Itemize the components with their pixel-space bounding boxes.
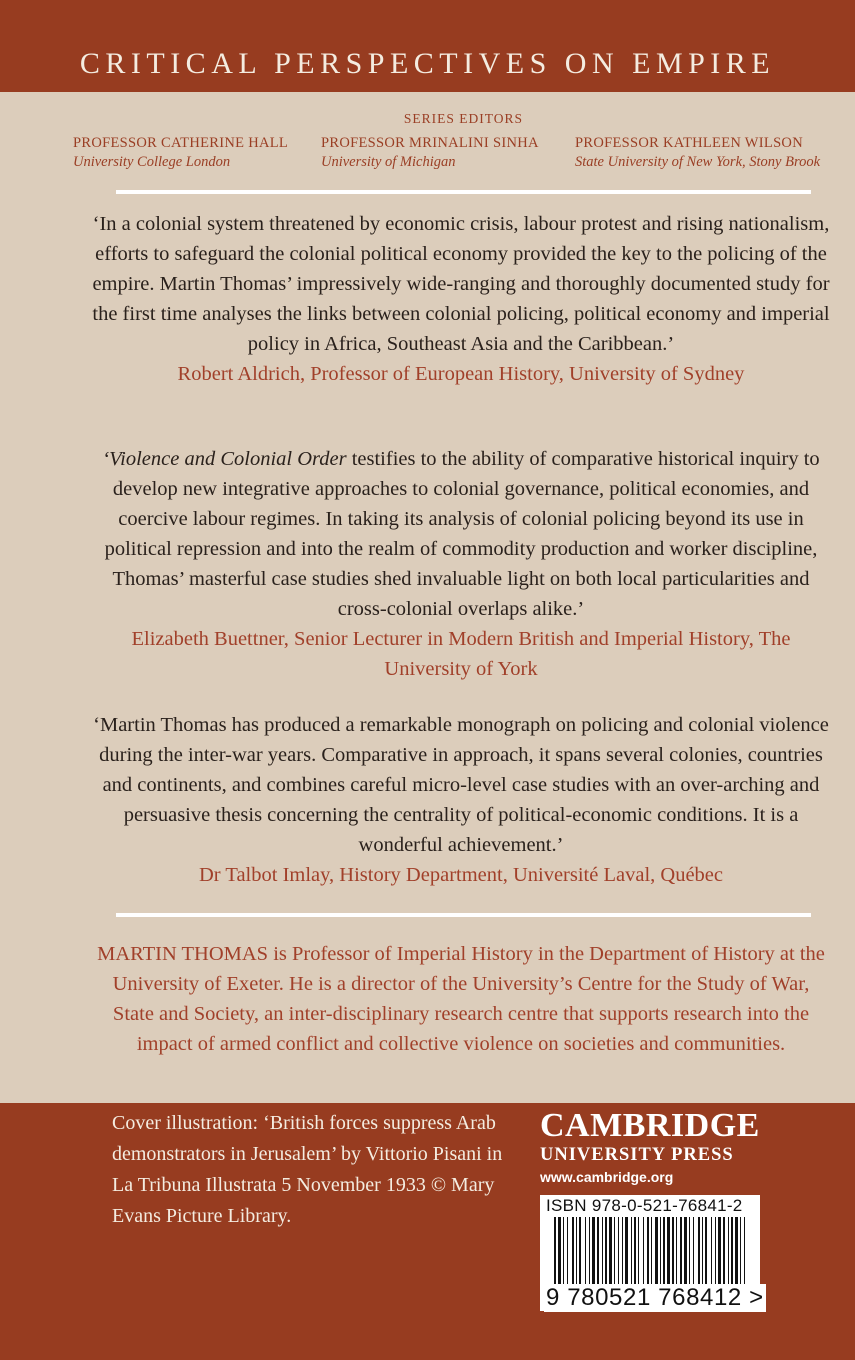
review-attribution: Robert Aldrich, Professor of European History, University of Sydney (177, 363, 745, 385)
publisher-logo (540, 1108, 770, 1188)
divider-rule (116, 913, 811, 917)
editor-institution: University College London (73, 154, 231, 170)
editor-name: PROFESSOR KATHLEEN WILSON (575, 135, 803, 151)
author-bio: MARTIN THOMAS is Professor of Imperial History in the Department of History at the University of Exeter. He is a director of the University’s Centre for the Study of War, State and Society, an inter-disciplinary research centre that supports research into the impact of armed conflict and collective violence on societies and communities. (97, 943, 825, 1055)
review-attribution: Dr Talbot Imlay, History Department, Université Laval, Québec (198, 864, 723, 886)
divider-rule (116, 190, 811, 194)
isbn-label: ISBN 978-0-521-76841-2 (546, 1196, 743, 1215)
series-editor (321, 134, 539, 172)
series-editor (575, 134, 820, 172)
book-title-italic: ‘Violence and Colonial Order (102, 448, 347, 470)
editor-name: PROFESSOR CATHERINE HALL (73, 135, 289, 151)
editor-institution: University of Michigan (321, 154, 456, 170)
review-text-body: testifies to the ability of comparative historical inquiry to develop new integrative approaches to colonial governance, political economies, and coercive labour regimes. In taking its analysis of colonial policing beyond its use in political repression and into the realm of commodity production and worker discipline, Thomas’ masterful case studies shed invaluable light on both local particularities and cross-colonial overlaps alike.’ (104, 448, 820, 620)
barcode-digits: 9 780521 768412 > (546, 1284, 764, 1311)
review-quote (90, 444, 832, 684)
editor-institution: State University of New York, Stony Brook (575, 154, 820, 170)
publisher-name: CAMBRIDGE (540, 1107, 760, 1144)
isbn-barcode (540, 1195, 764, 1311)
review-text: ‘In a colonial system threatened by economic crisis, labour protest and rising nationalism, efforts to safeguard the colonial political economy provided the key to the policing of the empire. Martin Thomas’ impressively wide-ranging and thoroughly documented study for the first time analyses the links between colonial policing, political economy and imperial policy in Africa, Southeast Asia and the Caribbean.’ (92, 213, 830, 355)
cover-illustration-credit: Cover illustration: ‘British forces suppress Arab demonstrators in Jerusalem’ by Vittorio Pisani in La Tribuna Illustrata 5 November 1933 © Mary Evans Picture Library. (112, 1112, 503, 1227)
review-text (90, 444, 832, 624)
publisher-url: www.cambridge.org (540, 1169, 674, 1185)
review-attribution: Elizabeth Buettner, Senior Lecturer in Modern British and Imperial History, The University of York (131, 628, 791, 680)
series-title: CRITICAL PERSPECTIVES ON EMPIRE (79, 47, 776, 80)
publisher-subtitle: UNIVERSITY PRESS (540, 1145, 734, 1165)
series-editors-heading: SERIES EDITORS (403, 111, 524, 126)
review-text: ‘Martin Thomas has produced a remarkable monograph on policing and colonial violence during the inter-war years. Comparative in approach, it spans several colonies, countries and continents, and combines careful micro-level case studies with an over-arching and persuasive thesis concerning the centrality of political-economic conditions. It is a wonderful achievement.’ (93, 714, 829, 856)
review-quote (90, 209, 832, 389)
review-quote (90, 710, 832, 890)
series-editor (73, 134, 288, 172)
editor-name: PROFESSOR MRINALINI SINHA (321, 135, 539, 151)
